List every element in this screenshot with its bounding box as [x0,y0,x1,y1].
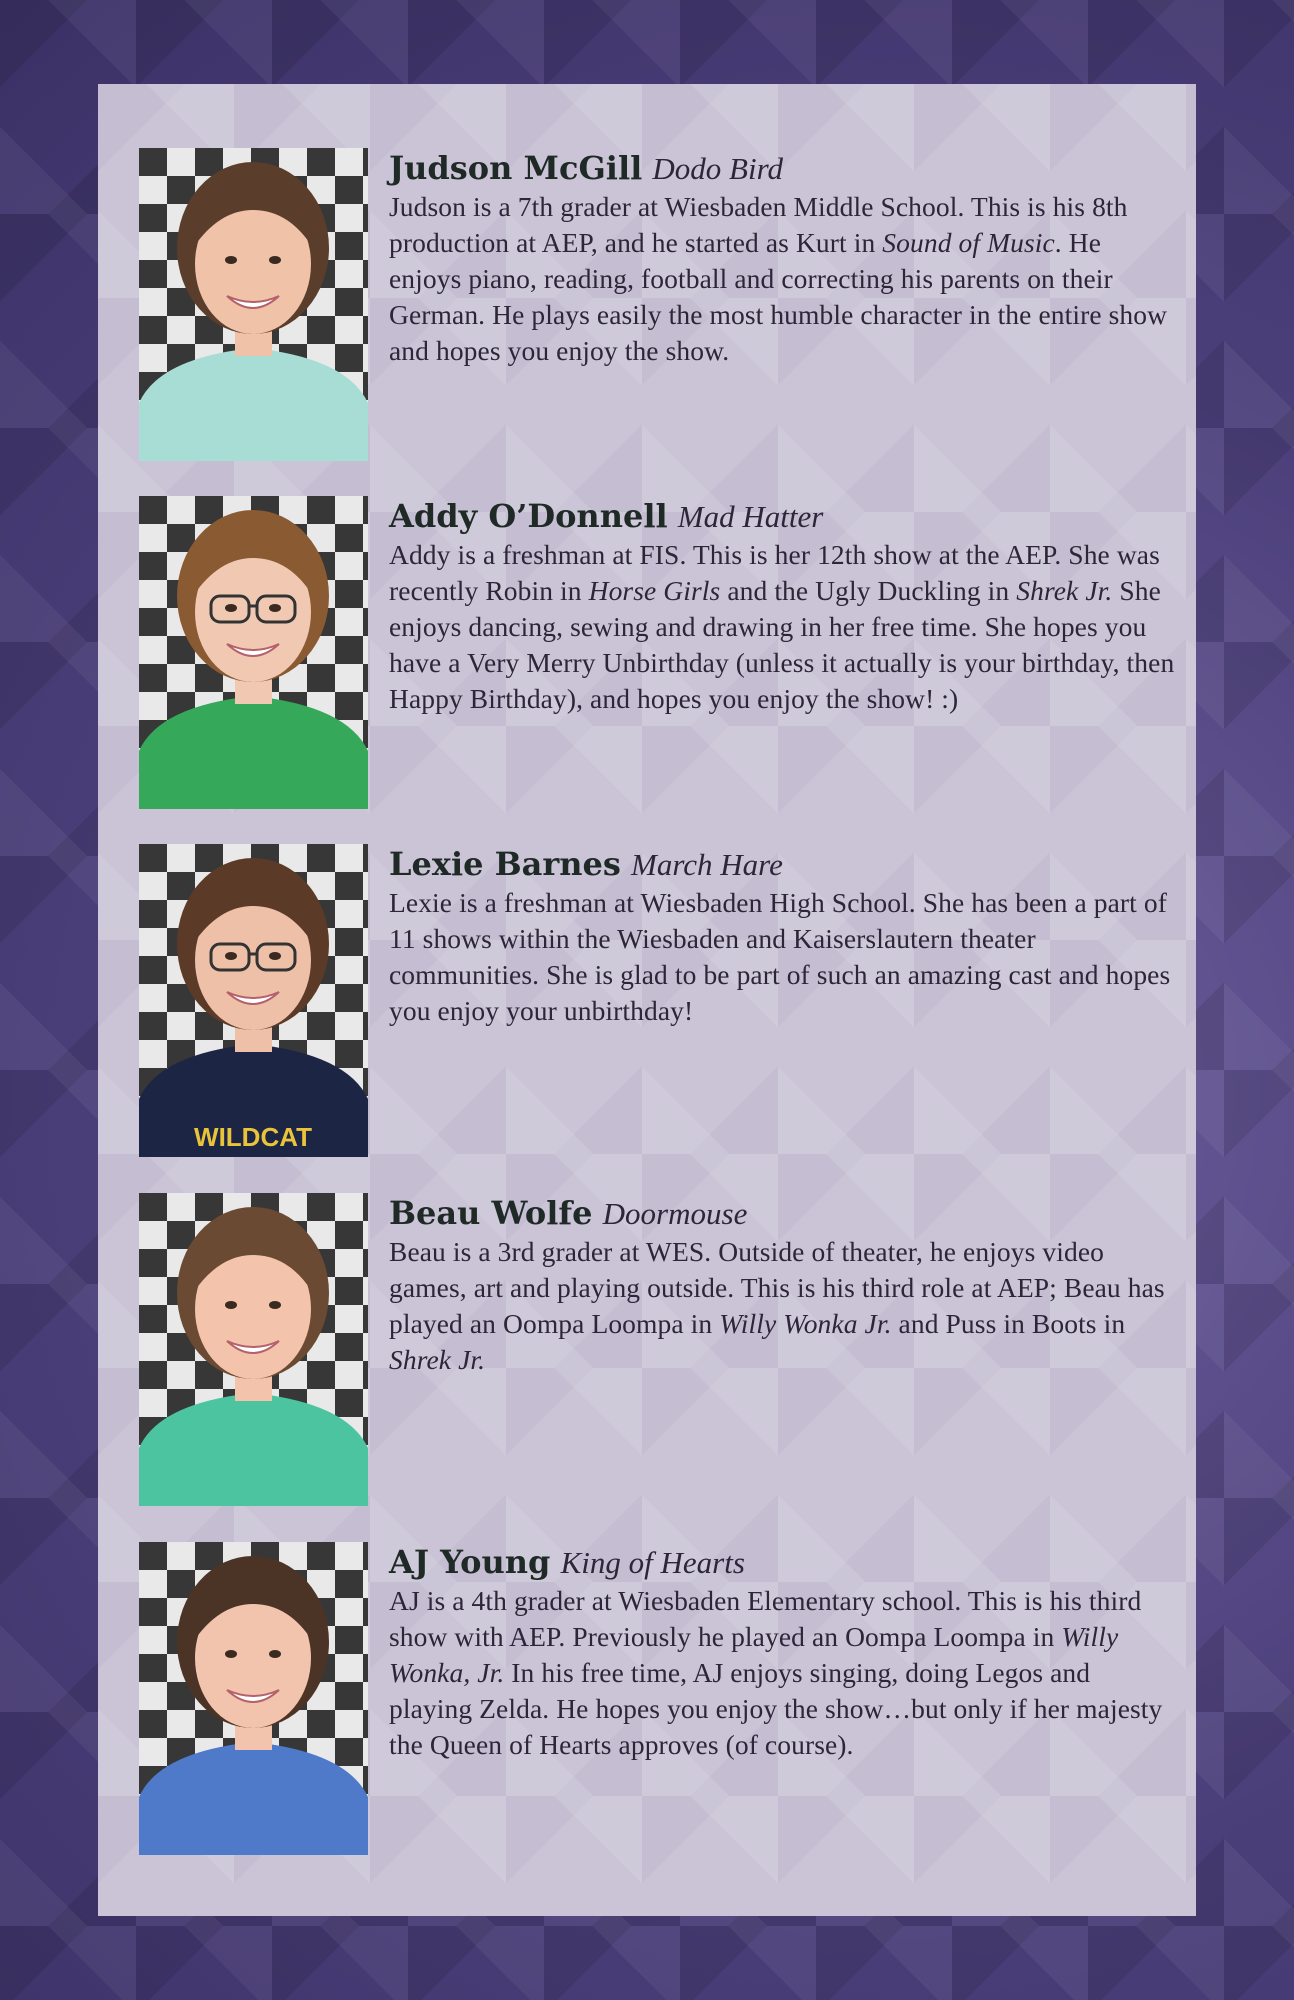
bio-heading [389,1193,1179,1234]
cast-bio [98,1542,1196,1862]
character-role: King of Hearts [560,1545,745,1580]
bio-text-block [389,148,1179,369]
bio-heading [389,1542,1179,1583]
headshot-photo [139,1193,368,1506]
character-role: March Hare [631,847,783,882]
bio-text-run: She enjoys dancing, sewing and drawing in her free time. She hopes you have a Very Merry Unbirthday (unless it actually is your birthday, then Happy Birthday), and hopes you enjoy the show! :) [389,575,1175,714]
bio-text-run: AJ is a 4th grader at Wiesbaden Elementary school. This is his third show with AEP. Previously he played an Oompa Loompa in [389,1585,1142,1652]
bio-text-run: In his free time, AJ enjoys singing, doing Legos and playing Zelda. He hopes you enjoy the show…but only if her majesty the Queen of Hearts approves (of course). [389,1657,1163,1760]
bio-text-block [389,496,1179,717]
headshot-illustration [139,844,368,1157]
actor-name: Lexie Barnes [389,845,621,883]
bio-text-run: . He enjoys piano, reading, football and correcting his parents on their German. He plays easily the most humble character in the entire show and hopes you enjoy the show. [389,227,1168,366]
cast-bio [98,1193,1196,1513]
production-title: Shrek Jr. [389,1344,486,1375]
headshot-illustration [139,1542,368,1855]
character-role: Dodo Bird [652,151,784,186]
cast-bio [98,148,1196,468]
svg-text:WILDCAT: WILDCAT [194,1122,312,1152]
cast-bio [98,496,1196,816]
actor-name: Judson McGill [389,149,643,187]
production-title: Willy Wonka Jr. [719,1308,892,1339]
headshot-photo [139,496,368,809]
bio-paragraph [389,537,1179,717]
headshot-illustration [139,1193,368,1506]
character-role: Doormouse [602,1196,748,1231]
bio-text-run: and the Ugly Duckling in [720,575,1017,606]
character-role: Mad Hatter [677,499,824,534]
bio-paragraph [389,1583,1179,1763]
bio-text-run: Judson is a 7th grader at Wiesbaden Middle School. This is his 8th production at AEP, and he started as Kurt in [389,191,1128,258]
cast-bio [98,844,1196,1164]
actor-name: Addy O’Donnell [389,497,668,535]
headshot-illustration [139,148,368,461]
bio-text-block [389,1193,1179,1378]
headshot-illustration [139,496,368,809]
production-title: Shrek Jr. [1016,575,1113,606]
headshot-photo [139,148,368,461]
bio-text-run: Lexie is a freshman at Wiesbaden High School. She has been a part of 11 shows within the Wiesbaden and Kaiserslautern theater communities. She is glad to be part of such an amazing cast and hopes you enjoy your unbirthday! [389,887,1171,1026]
bio-text-block [389,1542,1179,1763]
bio-paragraph [389,1234,1179,1378]
actor-name: AJ Young [389,1543,551,1581]
bio-text-run: Addy is a freshman at FIS. This is her 12th show at the AEP. She was recently Robin in [389,539,1160,606]
bio-text-block [389,844,1179,1029]
production-title: Horse Girls [588,575,721,606]
program-page-panel [98,84,1196,1916]
bio-paragraph [389,189,1179,369]
bio-heading [389,496,1179,537]
production-title: Willy Wonka, Jr. [389,1621,1119,1688]
bio-heading [389,844,1179,885]
headshot-photo [139,1542,368,1855]
actor-name: Beau Wolfe [389,1194,593,1232]
production-title: Sound of Music [882,227,1055,258]
bio-heading [389,148,1179,189]
bio-paragraph [389,885,1179,1029]
bio-text-run: Beau is a 3rd grader at WES. Outside of theater, he enjoys video games, art and playing outside. This is his third role at AEP; Beau has played an Oompa Loompa in [389,1236,1165,1339]
headshot-photo [139,844,368,1157]
bio-text-run: and Puss in Boots in [891,1308,1126,1339]
